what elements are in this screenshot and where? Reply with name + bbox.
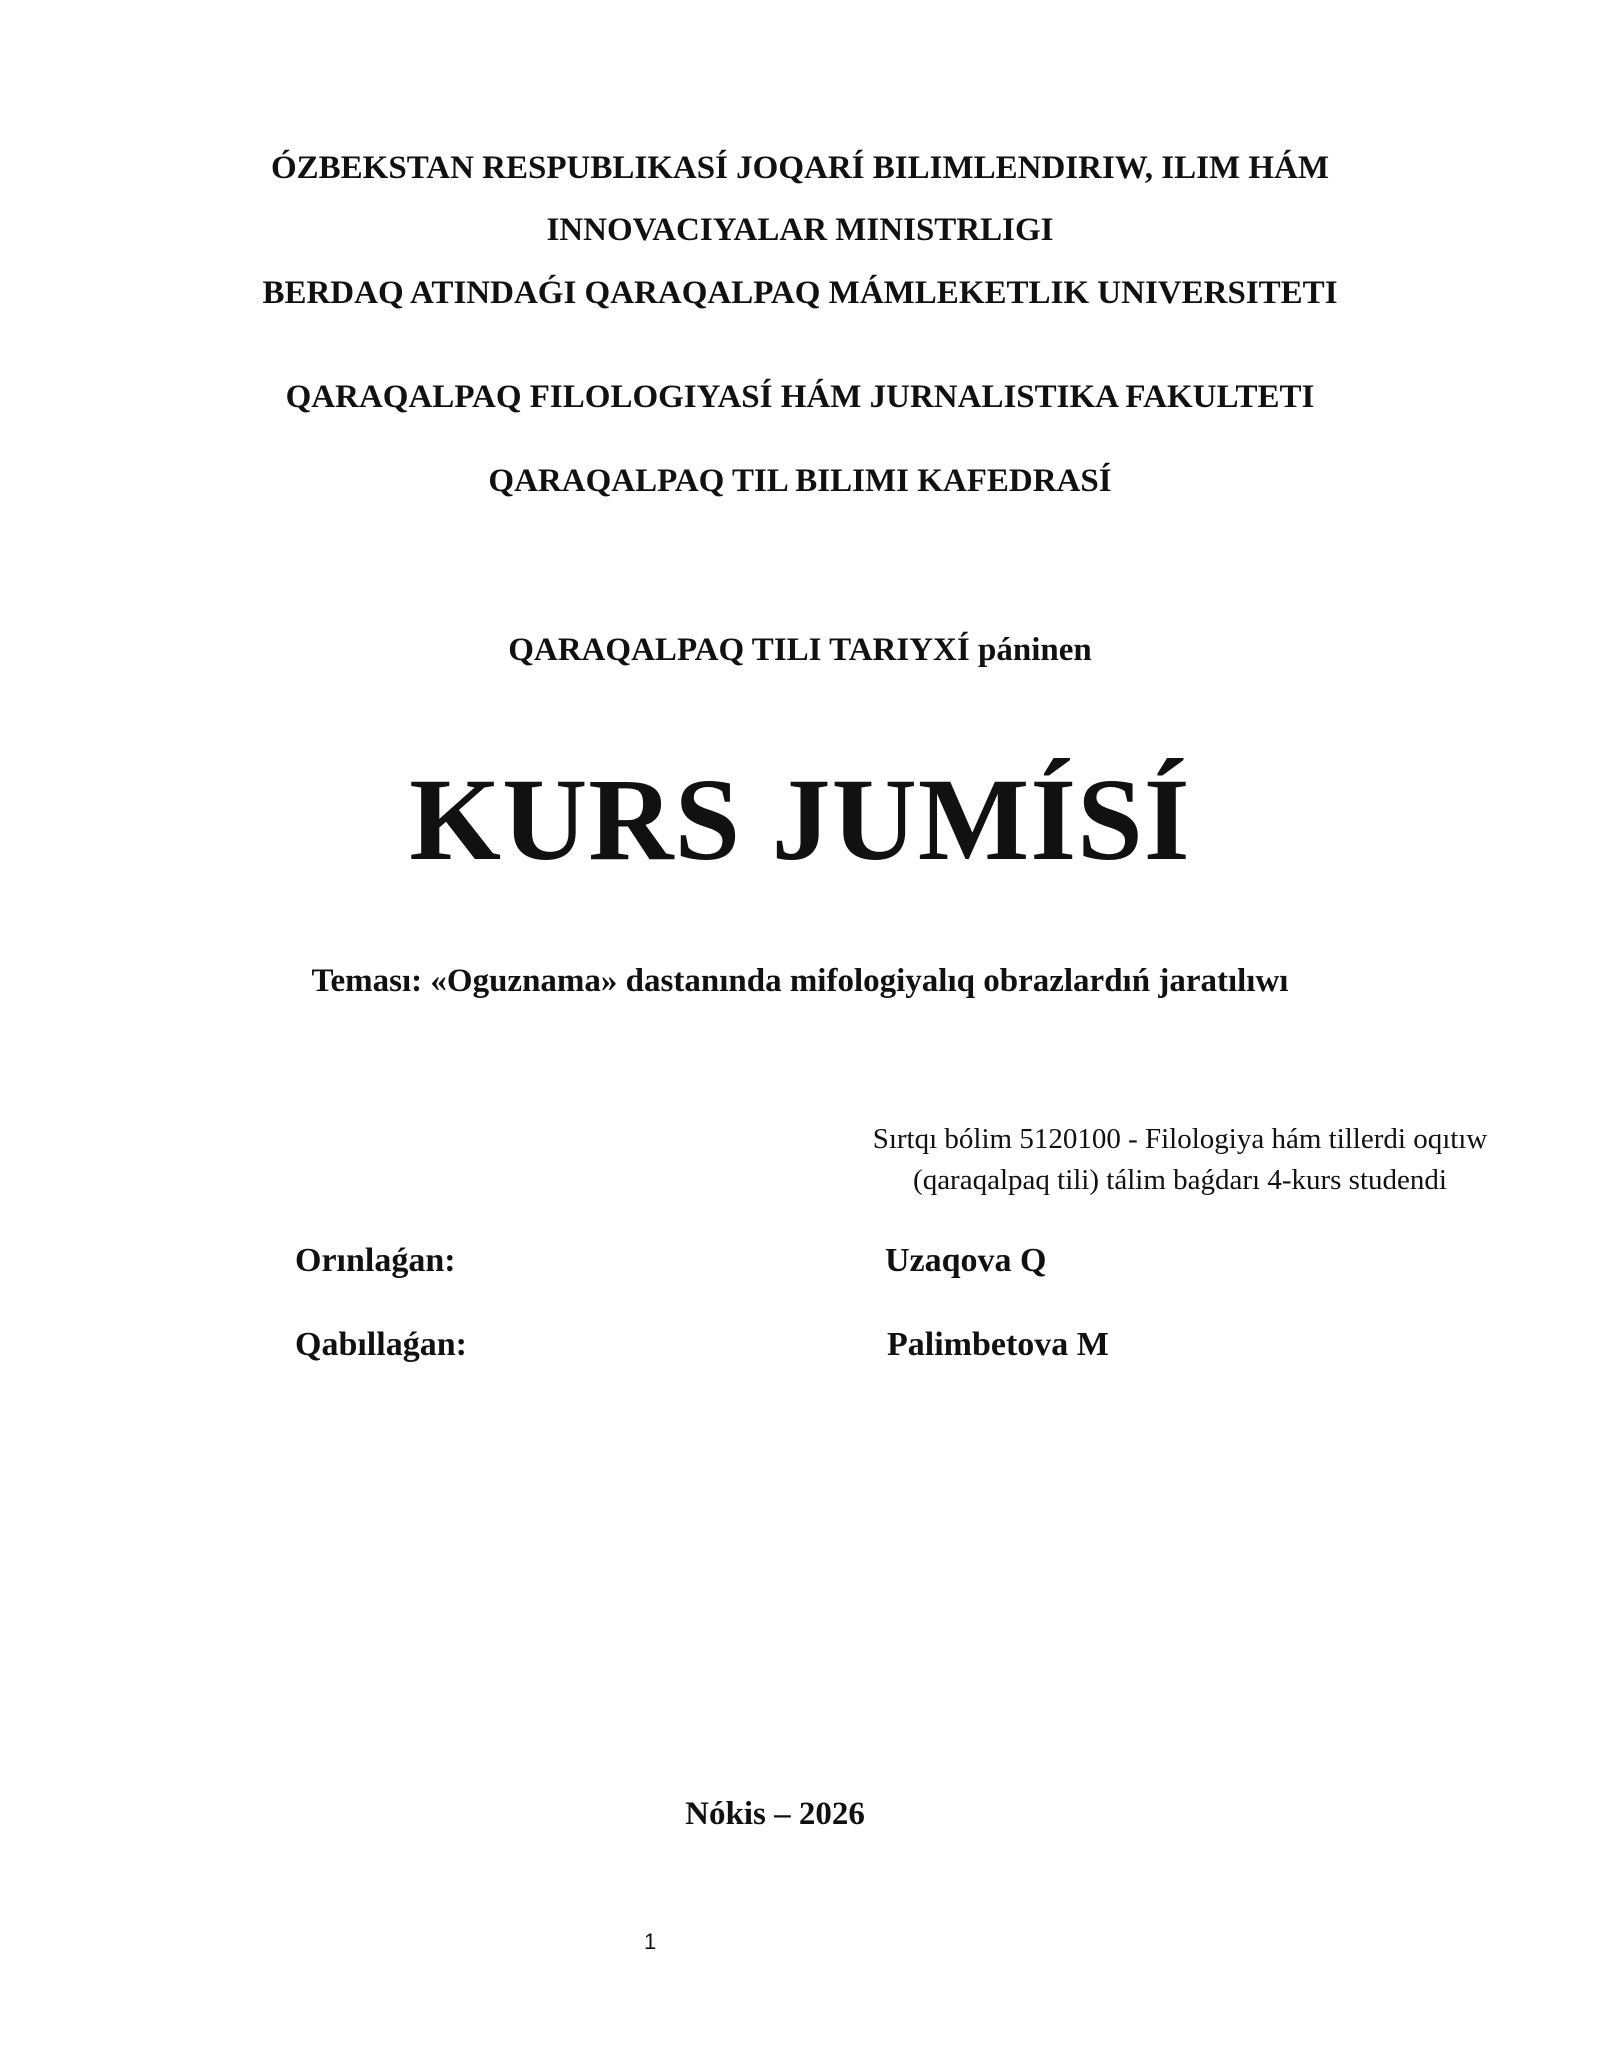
faculty-name: QARAQALPAQ FILOLOGIYASÍ HÁM JURNALISTIKA FAKULTETI bbox=[285, 379, 1315, 415]
subject-line: QARAQALPAQ TILI TARIYXÍ páninen bbox=[508, 632, 1092, 668]
student-info-line-1: Sırtqı bólim 5120100 - Filologiya hám tillerdi oqıtıw bbox=[872, 1123, 1488, 1155]
department-name: QARAQALPAQ TIL BILIMI KAFEDRASÍ bbox=[488, 463, 1112, 499]
ministry-line-1: ÓZBEKSTAN RESPUBLIKASÍ JOQARÍ BILIMLENDIRIW, ILIM HÁM bbox=[270, 150, 1330, 186]
performed-by-name: Uzaqova Q bbox=[885, 1242, 1047, 1279]
page-number: 1 bbox=[644, 1929, 657, 1954]
ministry-line-2: INNOVACIYALAR MINISTRLIGI bbox=[546, 212, 1054, 248]
document-title: KURS JUMÍSÍ bbox=[409, 754, 1191, 885]
topic-line: Teması: «Oguznama» dastanında mifologiyalıq obrazlardıń jaratılıwı bbox=[311, 963, 1289, 999]
place-year: Nókis – 2026 bbox=[685, 1796, 865, 1832]
performed-by-label: Orınlaǵan: bbox=[295, 1242, 456, 1279]
university-name: BERDAQ ATINDAǴI QARAQALPAQ MÁMLEKETLIK UNIVERSITETI bbox=[262, 275, 1338, 311]
accepted-by-name: Palimbetova M bbox=[887, 1326, 1109, 1363]
student-info-line-2: (qaraqalpaq tili) tálim baǵdarı 4-kurs studendi bbox=[913, 1164, 1447, 1196]
accepted-by-label: Qabıllaǵan: bbox=[295, 1326, 467, 1363]
